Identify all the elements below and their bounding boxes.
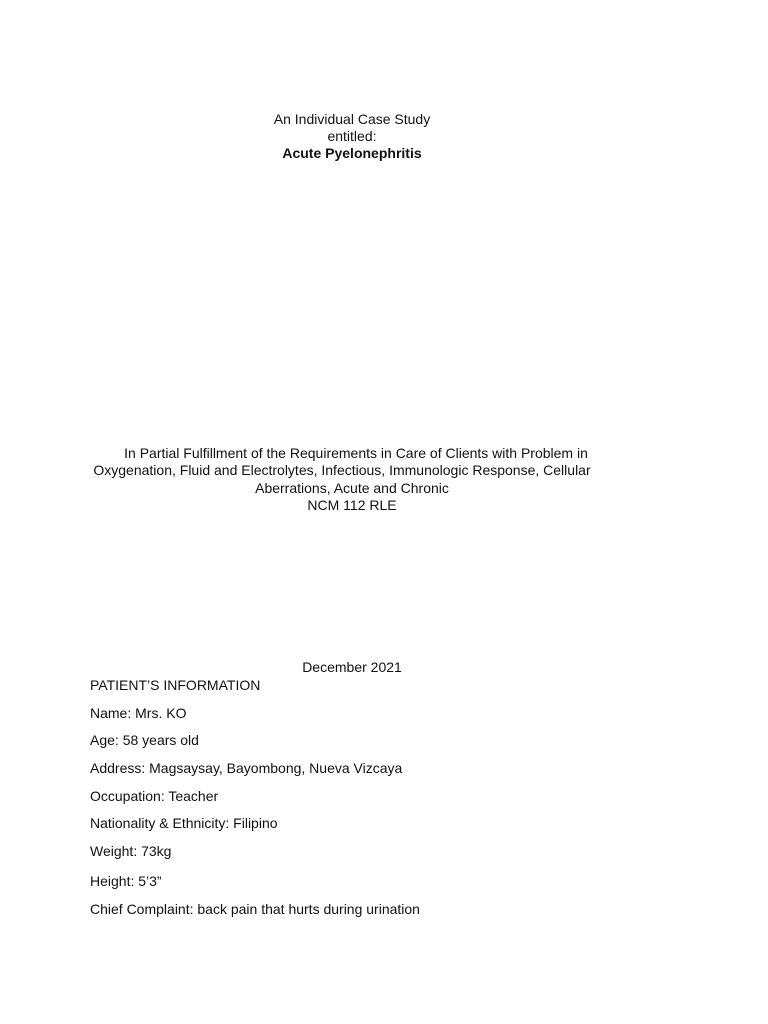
patient-nationality: Nationality & Ethnicity: Filipino bbox=[90, 815, 278, 831]
patient-height: Height: 5’3” bbox=[90, 873, 162, 889]
patient-age: Age: 58 years old bbox=[90, 732, 199, 748]
case-study-title: Acute Pyelonephritis bbox=[282, 145, 422, 161]
patient-occupation: Occupation: Teacher bbox=[90, 788, 219, 804]
patient-weight: Weight: 73kg bbox=[90, 843, 172, 859]
fulfillment-line-1: In Partial Fulfillment of the Requirements in Care of Clients with Problem in bbox=[124, 445, 588, 461]
intro-entitled-line: entitled: bbox=[327, 128, 377, 144]
patient-chief-complaint: Chief Complaint: back pain that hurts during urination bbox=[90, 901, 420, 917]
fulfillment-line-3: Aberrations, Acute and Chronic bbox=[255, 480, 449, 496]
document-date: December 2021 bbox=[302, 659, 402, 675]
fulfillment-line-2: Oxygenation, Fluid and Electrolytes, Infectious, Immunologic Response, Cellular bbox=[93, 462, 591, 478]
patient-name: Name: Mrs. KO bbox=[90, 705, 187, 721]
intro-line: An Individual Case Study bbox=[273, 111, 431, 127]
patient-address: Address: Magsaysay, Bayombong, Nueva Vizcaya bbox=[90, 760, 403, 776]
patient-info-heading: PATIENT’S INFORMATION bbox=[90, 677, 261, 693]
course-code: NCM 112 RLE bbox=[307, 497, 397, 513]
